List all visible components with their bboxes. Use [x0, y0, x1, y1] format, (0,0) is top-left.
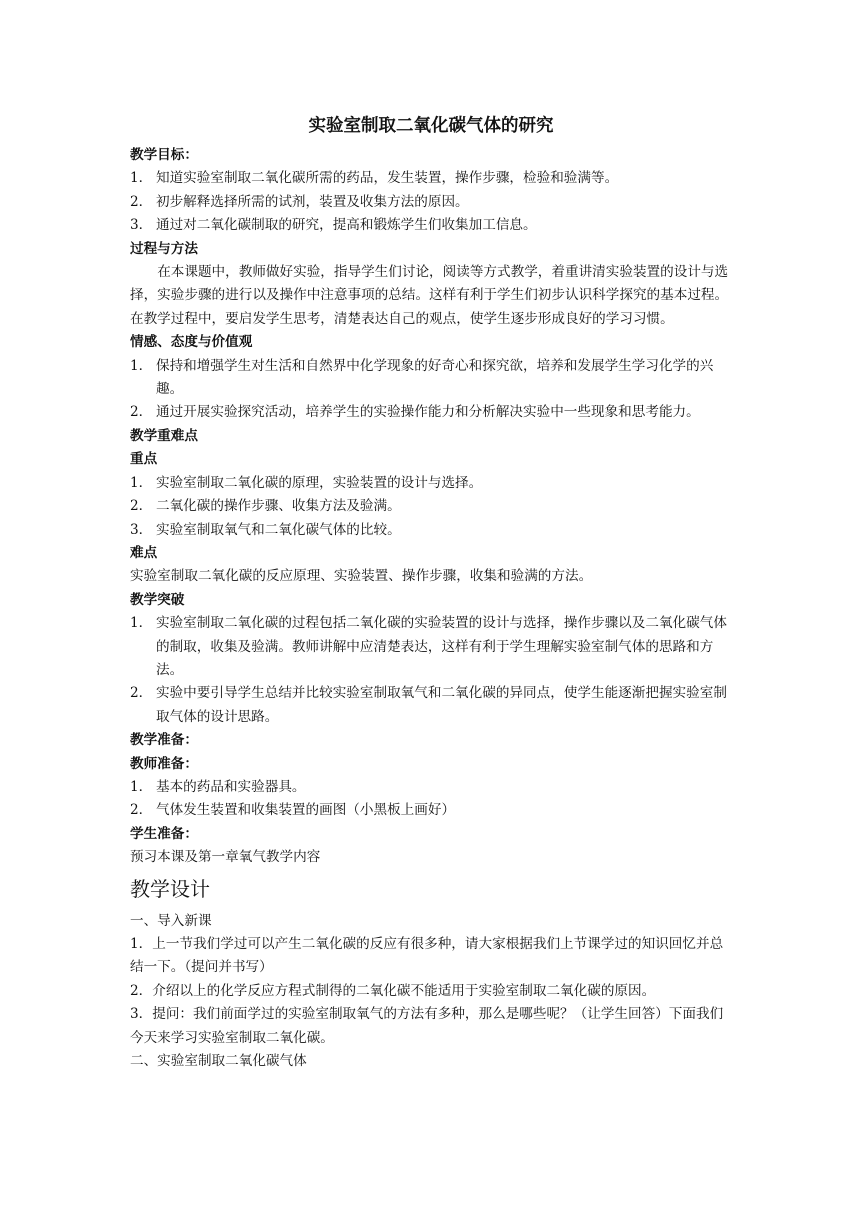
list-item: 1． 实验室制取二氧化碳的原理，实验装置的设计与选择。 — [130, 474, 483, 491]
heading-teaching-goals: 教学目标： — [130, 147, 198, 163]
heading-teacher-preparation: 教师准备： — [130, 755, 198, 772]
heading-student-preparation: 学生准备： — [130, 825, 198, 842]
list-item: 2． 气体发生装置和收集装置的画图（小黑板上画好） — [130, 802, 456, 819]
document-title: 实验室制取二氧化碳气体的研究 — [308, 116, 554, 136]
focus-list — [130, 472, 732, 542]
heading-focus: 重点 — [130, 451, 158, 468]
list-item: 2． 初步解释选择所需的试剂，装置及收集方法的原因。 — [130, 193, 469, 210]
list-item: 1． 保持和增强学生对生活和自然界中化学现象的好奇心和探究欲，培养和发展学生学习化学的兴趣。 — [130, 357, 714, 398]
teacher-preparation-list — [130, 776, 732, 823]
process-paragraph: 在本课题中，教师做好实验，指导学生们讨论，阅读等方式教学，着重讲清实验装置的设计与选择，实验步骤的进行以及操作中注意事项的总结。这样有利于学生们初步认识科学探究的基本过程。在教学过程中，要启发学生思考，清楚表达自己的观点，使学生逐步形成良好的学习习惯。 — [130, 264, 729, 327]
design-line-2: 2．介绍以上的化学反应方程式制得的二氧化碳不能适用于实验室制取二氧化碳的原因。 — [130, 982, 656, 999]
teaching-goals-list — [130, 167, 732, 237]
list-item: 2． 实验中要引导学生总结并比较实验室制取氧气和二氧化碳的异同点，使学生能逐渐把握实验室制取气体的设计思路。 — [130, 685, 727, 725]
section-experiment: 二、实验室制取二氧化碳气体 — [130, 1053, 307, 1070]
list-item: 1． 实验室制取二氧化碳的过程包括二氧化碳的实验装置的设计与选择，操作步骤以及二氧化碳气体的制取，收集及验满。教师讲解中应清楚表达，这样有利于学生理解实验室制气体的思路和方法。 — [130, 615, 727, 678]
design-line-1: 1．上一节我们学过可以产生二氧化碳的反应有很多种，请大家根据我们上节课学过的知识回忆并总结一下。（提问并书写） — [130, 936, 724, 976]
design-line-3: 3．提问：我们前面学过的实验室制取氧气的方法有多种，那么是哪些呢？（让学生回答）下面我们今天来学习实验室制取二氧化碳。 — [130, 1006, 724, 1046]
heading-breakthrough: 教学突破 — [130, 591, 185, 608]
heading-preparation: 教学准备： — [130, 732, 198, 749]
section-intro: 一、导入新课 — [130, 912, 212, 929]
list-item: 2． 通过开展实验探究活动，培养学生的实验操作能力和分析解决实验中一些现象和思考能力。 — [130, 404, 700, 421]
difficulty-text: 实验室制取二氧化碳的反应原理、实验装置、操作步骤，收集和验满的方法。 — [130, 568, 593, 585]
emotion-list — [130, 355, 732, 425]
list-item: 1． 基本的药品和实验器具。 — [130, 778, 306, 795]
heading-difficulty: 难点 — [130, 544, 158, 561]
list-item: 2． 二氧化碳的操作步骤、收集方法及验满。 — [130, 498, 401, 515]
breakthrough-list — [130, 612, 732, 729]
list-item: 3． 实验室制取氧气和二氧化碳气体的比较。 — [130, 521, 401, 538]
heading-key-points: 教学重难点 — [130, 427, 198, 444]
heading-teaching-design: 教学设计 — [130, 876, 210, 901]
student-preparation-text: 预习本课及第一章氧气教学内容 — [130, 849, 321, 866]
list-item: 1． 知道实验室制取二氧化碳所需的药品，发生装置，操作步骤，检验和验满等。 — [130, 170, 619, 187]
document-page — [130, 112, 732, 1073]
list-item: 3． 通过对二氧化碳制取的研究，提高和锻炼学生们收集加工信息。 — [130, 217, 537, 234]
heading-process: 过程与方法 — [130, 240, 198, 257]
heading-emotion: 情感、态度与价值观 — [130, 334, 253, 351]
